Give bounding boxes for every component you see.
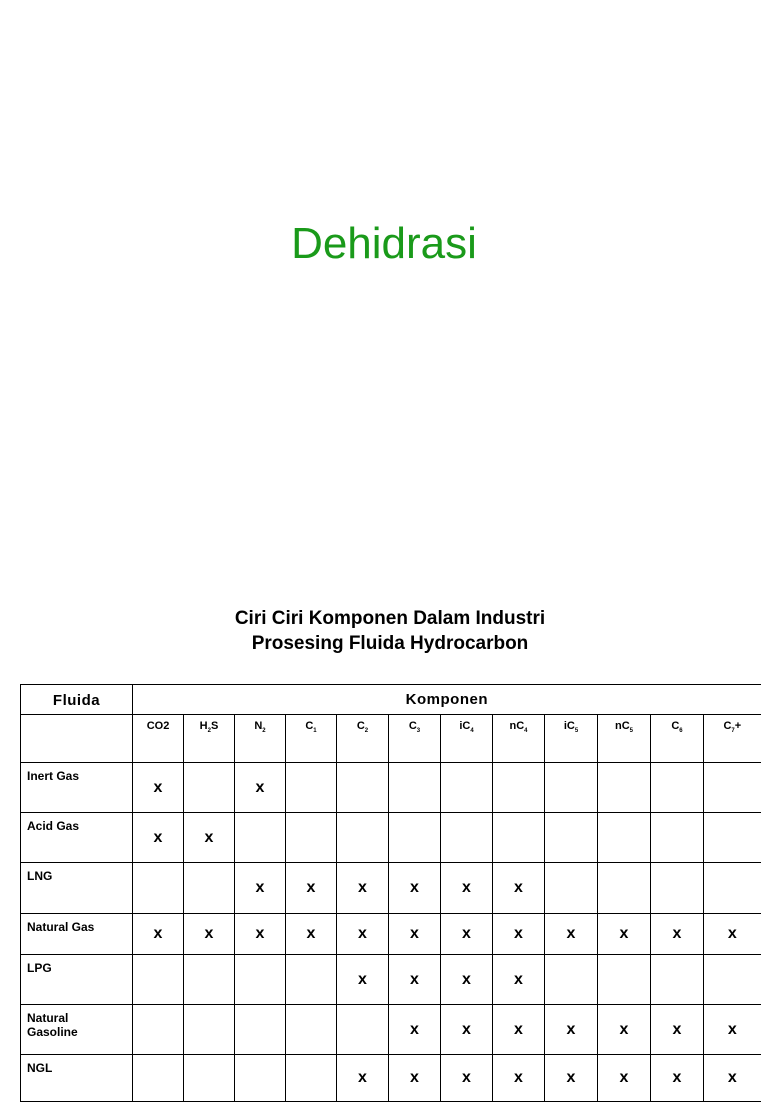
component-mark-cell: x <box>389 863 441 914</box>
component-header-cell <box>493 715 545 763</box>
component-mark-cell: x <box>493 863 545 914</box>
fluid-name-cell: Natural Gas <box>21 914 133 955</box>
component-mark-cell <box>493 763 545 813</box>
component-mark-cell <box>651 955 704 1005</box>
component-mark-cell: x <box>704 914 761 955</box>
table-heading-line-2: Prosesing Fluida Hydrocarbon <box>251 633 529 654</box>
fluid-name-cell: Natural Gasoline <box>21 1005 133 1055</box>
component-mark-cell <box>545 763 598 813</box>
component-mark-cell <box>441 763 493 813</box>
component-mark-cell: x <box>441 863 493 914</box>
component-mark-cell <box>704 955 761 1005</box>
component-mark-cell <box>133 955 184 1005</box>
component-mark-cell: x <box>286 863 337 914</box>
component-mark-cell: x <box>441 914 493 955</box>
component-mark-cell <box>389 813 441 863</box>
component-header-cell <box>133 715 184 763</box>
component-subscript: 5 <box>629 728 633 734</box>
component-mark-cell: x <box>337 914 389 955</box>
component-mark-cell <box>651 763 704 813</box>
component-mark-cell: x <box>651 1055 704 1102</box>
component-mark-cell <box>184 763 235 813</box>
component-mark-cell <box>184 863 235 914</box>
component-mark-cell: x <box>337 863 389 914</box>
component-mark-cell <box>337 1005 389 1055</box>
component-mark-cell: x <box>598 1005 651 1055</box>
component-mark-cell <box>545 955 598 1005</box>
component-header-cell <box>235 715 286 763</box>
component-mark-cell: x <box>286 914 337 955</box>
component-subscript: 2 <box>262 728 266 734</box>
component-mark-cell <box>651 813 704 863</box>
component-subscript: 4 <box>470 728 474 734</box>
component-mark-cell: x <box>598 914 651 955</box>
component-mark-cell: x <box>545 1055 598 1102</box>
component-subscript: 7 <box>731 728 735 734</box>
component-symbol: C <box>356 720 365 732</box>
table-row <box>21 1055 761 1102</box>
component-mark-cell <box>598 955 651 1005</box>
fluid-name-cell: Inert Gas <box>21 763 133 813</box>
component-header-cell <box>389 715 441 763</box>
component-mark-cell <box>598 763 651 813</box>
component-subscript: 6 <box>679 728 683 734</box>
table-row <box>21 763 761 813</box>
component-mark-cell: x <box>651 1005 704 1055</box>
component-mark-cell: x <box>493 1005 545 1055</box>
component-mark-cell <box>441 813 493 863</box>
fluid-name-cell: LNG <box>21 863 133 914</box>
component-header-row <box>21 715 761 763</box>
table-header-row <box>21 685 761 715</box>
component-mark-cell <box>545 813 598 863</box>
component-mark-cell <box>286 1005 337 1055</box>
fluid-name-cell: LPG <box>21 955 133 1005</box>
components-table <box>20 684 761 1102</box>
component-header-cell <box>651 715 704 763</box>
component-mark-cell: x <box>704 1005 761 1055</box>
component-suffix: + <box>734 720 742 732</box>
component-mark-cell <box>493 813 545 863</box>
component-mark-cell <box>337 763 389 813</box>
component-symbol: H <box>199 720 208 732</box>
component-subscript: 2 <box>207 728 211 734</box>
component-mark-cell <box>704 813 761 863</box>
component-mark-cell: x <box>184 914 235 955</box>
component-mark-cell <box>598 813 651 863</box>
component-mark-cell: x <box>441 1005 493 1055</box>
component-mark-cell <box>133 1055 184 1102</box>
component-mark-cell: x <box>235 863 286 914</box>
table-row <box>21 813 761 863</box>
component-mark-cell: x <box>651 914 704 955</box>
component-header-cell <box>598 715 651 763</box>
component-mark-cell: x <box>235 914 286 955</box>
component-header-cell <box>704 715 761 763</box>
component-mark-cell <box>286 1055 337 1102</box>
component-mark-cell <box>235 813 286 863</box>
component-subscript: 5 <box>574 728 579 734</box>
component-suffix: S <box>210 720 219 732</box>
component-mark-cell: x <box>133 763 184 813</box>
fluid-name-cell: Acid Gas <box>21 813 133 863</box>
component-mark-cell <box>133 863 184 914</box>
component-mark-cell <box>651 863 704 914</box>
component-mark-cell: x <box>235 763 286 813</box>
component-mark-cell: x <box>389 914 441 955</box>
component-symbol: C <box>305 720 314 732</box>
component-mark-cell: x <box>389 955 441 1005</box>
table-body <box>21 685 761 1102</box>
component-mark-cell <box>133 1005 184 1055</box>
component-mark-cell <box>286 955 337 1005</box>
component-mark-cell <box>704 863 761 914</box>
table-row <box>21 1005 761 1055</box>
component-symbol: CO2 <box>146 720 170 732</box>
component-symbol: N <box>254 720 263 732</box>
component-subscript: 2 <box>364 728 369 734</box>
component-subscript: 4 <box>524 728 528 734</box>
component-symbol: C <box>408 720 417 732</box>
component-mark-cell <box>389 763 441 813</box>
component-mark-cell: x <box>545 1005 598 1055</box>
component-mark-cell: x <box>441 955 493 1005</box>
component-mark-cell: x <box>389 1055 441 1102</box>
component-header-cell <box>184 715 235 763</box>
component-mark-cell: x <box>441 1055 493 1102</box>
fluida-header: Fluida <box>21 685 133 715</box>
component-subscript: 1 <box>313 728 317 734</box>
component-mark-cell: x <box>704 1055 761 1102</box>
component-symbol: nC <box>614 720 630 732</box>
component-mark-cell: x <box>493 1055 545 1102</box>
component-symbol: C <box>671 720 680 732</box>
component-mark-cell: x <box>133 813 184 863</box>
fluid-name-cell: NGL <box>21 1055 133 1102</box>
component-mark-cell <box>598 863 651 914</box>
component-symbol: C <box>723 720 732 732</box>
component-mark-cell <box>286 763 337 813</box>
component-mark-cell <box>545 863 598 914</box>
table-row <box>21 955 761 1005</box>
component-mark-cell <box>184 1055 235 1102</box>
component-mark-cell: x <box>545 914 598 955</box>
component-mark-cell <box>235 955 286 1005</box>
slide-title: Dehidrasi <box>291 219 477 268</box>
component-symbol: iC <box>459 720 471 732</box>
component-mark-cell <box>235 1005 286 1055</box>
component-header-cell <box>286 715 337 763</box>
table-heading-line-1: Ciri Ciri Komponen Dalam Industri <box>234 608 546 629</box>
component-mark-cell: x <box>337 1055 389 1102</box>
component-mark-cell: x <box>337 955 389 1005</box>
component-mark-cell: x <box>493 914 545 955</box>
component-header-cell <box>441 715 493 763</box>
component-mark-cell: x <box>389 1005 441 1055</box>
table-heading <box>120 606 660 656</box>
component-mark-cell <box>286 813 337 863</box>
component-mark-cell: x <box>184 813 235 863</box>
table-row <box>21 914 761 955</box>
component-mark-cell <box>337 813 389 863</box>
component-mark-cell: x <box>598 1055 651 1102</box>
component-header-cell <box>545 715 598 763</box>
empty-corner-cell <box>21 715 133 763</box>
component-mark-cell: x <box>493 955 545 1005</box>
component-symbol: nC <box>509 720 525 732</box>
component-mark-cell <box>184 955 235 1005</box>
component-mark-cell <box>704 763 761 813</box>
component-header-cell <box>337 715 389 763</box>
component-mark-cell <box>235 1055 286 1102</box>
komponen-header: Komponen <box>133 685 761 715</box>
component-symbol: iC <box>563 720 575 732</box>
table-row <box>21 863 761 914</box>
component-subscript: 3 <box>416 728 421 734</box>
component-mark-cell <box>184 1005 235 1055</box>
component-mark-cell: x <box>133 914 184 955</box>
